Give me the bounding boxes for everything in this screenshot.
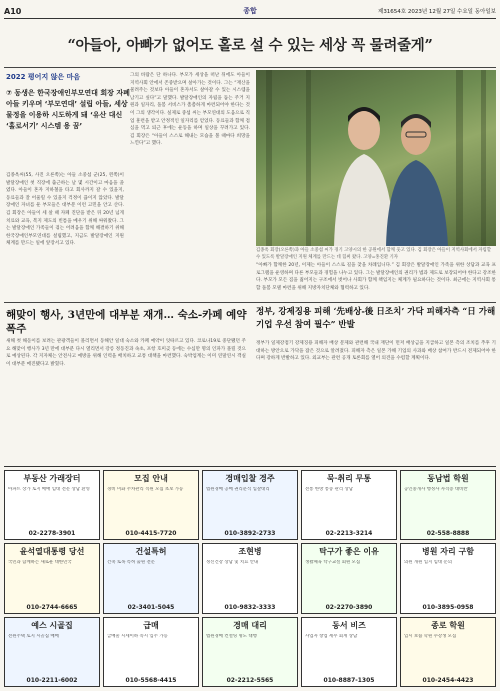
photo-caption: 김종옥 회장(오른쪽)과 아들 소중섭 씨가 경기 고양시의 한 공원에서 함께 웃고 있다. 김 회장은 아들이 지역사회에서 자립할 수 있도록 발달장애인 지원 체계를 만드는 데 힘써 왔다. 고양=홍진환 기자 [256, 248, 491, 260]
ad-box [301, 470, 397, 540]
ad-phone: 02-2278-3901 [28, 530, 76, 538]
ad-box [400, 543, 496, 613]
ad-title: 부동산 가래장터 [23, 473, 81, 483]
ad-box [202, 470, 298, 540]
ad-title: 예스 시골집 [31, 619, 73, 630]
ad-phone: 010-2211-6002 [26, 676, 78, 684]
ad-body: 공인중개사 행정사 자격증 대비반 [404, 487, 468, 492]
ad-title: 경매입찰 경주 [225, 473, 275, 483]
ad-body: 사업자 창업 세무 회계 상담 [305, 633, 358, 639]
ad-box [400, 617, 496, 687]
ad-body: 전통 한방 통증 관리 상담 [305, 487, 353, 492]
ad-phone: 010-5568-4415 [125, 676, 177, 684]
issue-meta: 제31654호 2023년 12월 27일 수요일 동아일보 [378, 9, 496, 15]
ad-phone: 010-2744-6665 [26, 603, 78, 611]
ad-phone: 02-558-8888 [426, 530, 470, 538]
ad-body: 법원경매 컨설팅 명도 대행 [206, 633, 257, 639]
page-number: A10 [4, 6, 22, 16]
ad-phone: 010-2454-4423 [422, 676, 474, 684]
divider [4, 67, 496, 68]
feature-photo [256, 70, 496, 246]
ad-title: 동남법 학원 [427, 473, 469, 483]
ad-box [103, 617, 199, 687]
ad-title: 경매 대리 [233, 619, 267, 630]
ad-title: 급매 [143, 619, 159, 630]
story2-body: 새해 첫 해돋이를 보려는 관광객들이 몰리면서 동해안 일대 숙소와 카페 예약이 잇따르고 있다. 코로나19로 중단됐던 주요 해맞이 행사가 3년 만에 대부분 다시 열리면서 강릉 정동진과 속초, 포항 호미곶 등에는 수십만 명의 인파가 몰릴 것으로 예상된다. 각 지자체는 안전사고 예방을 위해 인력을 배치하고 교통 대책을 마련했다. 숙박업계는 이미 연말연시 객실이 대부분 매진됐다고 밝혔다. [6, 339, 246, 367]
ad-title: 건설특허 [135, 546, 167, 557]
feature-body-left: 김종옥씨(55, 사진 오른쪽)는 아들 소중섭 군(25, 왼쪽)이 발달장애인 첫 직장에 출근하는 날 몇 시간이고 마음을 졸였다. 아들이 혼자 지하철을 타고 회사까지 갈 수 있을지, 동료들과 잘 어울릴 수 있을지 걱정이 끊이지 않았다. 발달장애인 자녀를 둔 부모들은 대부분 이런 고민을 안고 산다. 김 회장은 아들이 세 살 때 자폐 진단을 받은 뒤 20년 넘게 치료와 교육, 복지 제도의 빈틈을 메우기 위해 싸워왔다. 그는 발달장애인 가족들이 겪는 어려움을 함께 해결하기 위해 한국장애인부모연대를 설립했고, 지금도 발달장애인 지원 체계를 만드는 일에 앞장서고 있다. [6, 173, 124, 247]
ad-body: 경비 미화 주차관리 직원 모집 초보 가능 [107, 487, 184, 492]
story2-title: 해맞이 행사, 3년만에 대부분 재개… 숙소-카페 예약 폭주 [6, 309, 247, 335]
ad-body: 법원경매 공매 권리분석 입찰대리 [206, 487, 270, 492]
ad-phone: 02-2270-3890 [325, 603, 373, 611]
section-name: 종합 [243, 7, 257, 15]
feature-kicker: 2022 평어지 않은 마음 [6, 73, 81, 81]
story3-body: 정부가 일제강점기 강제징용 피해자 배상 문제와 관련해 국내 재단이 먼저 배상금을 지급하고 일본 측의 조치를 추후 기대하는 방안으로 가닥을 잡은 것으로 알려졌다. 피해자 측은 일본 가해 기업의 사과와 배상 참여가 반드시 전제되어야 한다며 강하게 반발하고 있다. 외교부는 관련 공개 토론회를 열어 의견을 수렴할 계획이다. [256, 341, 496, 362]
ad-title: 윤석열대통령 당선 [19, 546, 85, 557]
ad-body: 입시 보습 학원 수강생 모집 [404, 633, 457, 639]
ad-title: 종로 학원 [431, 619, 465, 630]
ad-phone: 010-3892-2733 [224, 530, 276, 538]
ad-box [4, 470, 100, 540]
ad-title: 묵·취리 무통 [326, 473, 372, 483]
ad-body: 국민과 함께하는 새로운 대한민국 [8, 560, 72, 566]
divider [4, 466, 496, 467]
ad-box [103, 470, 199, 540]
feature-body-mid: 그의 바람은 단 하나다. 부모가 세상을 떠난 뒤에도 아들이 지역사회 안에서 존중받으며 살아가는 것이다. 그는 “재산을 물려주는 것보다 아들이 혼자서도 살아갈 수 있는 시스템을 남기고 싶다”고 말했다. 발달장애인의 자립을 돕는 주거 지원과 일자리, 돌봄 서비스가 촘촘하게 마련되어야 한다는 것이 그의 생각이다. 실제로 중섭 씨는 부모연대의 도움으로 직업 훈련을 받고 안정적인 일자리를 얻었다. 동료들과 함께 점심을 먹고 퇴근 후에는 운동을 하며 일상을 꾸려가고 있다. 김 회장은 “아들이 스스로 해내는 모습을 볼 때마다 희망을 느낀다”고 했다. [130, 73, 250, 147]
ad-title: 조현병 [238, 546, 262, 557]
feature-body-right: “아빠가 함께한 20년, 이제는 아들이 스스로 길을 찾을 차례입니다.” 김 회장은 발달장애인 가족을 위한 상담과 교육 프로그램을 운영하며 다른 부모들과 경험을 나누고 있다. 그는 발달장애인의 권리가 법과 제도로 보장되어야 한다고 강조한다. 부모가 모든 짐을 짊어지는 구조에서 벗어나 사회가 함께 책임지는 체계가 필요하다는 것이다. 최근에는 지역사회 통합 돌봄 모델 마련을 위해 지방자치단체와 협력하고 있다. [256, 263, 496, 291]
ad-box [301, 617, 397, 687]
ad-phone: 02-2213-3214 [325, 530, 373, 538]
main-headline: “아들아, 아빠가 없어도 홀로 설 수 있는 세상 꼭 물려줄게” [67, 37, 433, 54]
ad-box [400, 470, 496, 540]
ad-title: 탁구가 좋은 이유 [319, 546, 379, 557]
ad-box [4, 543, 100, 613]
ad-title: 모집 안내 [134, 473, 168, 483]
ad-box [202, 617, 298, 687]
ad-phone: 010-4415-7720 [125, 530, 177, 538]
ad-body: 생활체육 탁구교실 회원 모집 [305, 560, 361, 566]
feature-subhead: ⑦ 동생은 한국장애인부모연대 회장 자폐 아들 키우며 ‘부모연대’ 설립 아들, 세상물정을 이용하 시도하게 돼 ‘유산 대신 ‘홀로서기’ 시스템 용 꿈’ [6, 89, 130, 130]
ad-phone: 010-3895-0958 [422, 603, 474, 611]
ad-body: 정신건강 상담 및 치료 안내 [206, 560, 259, 566]
ad-body: 아파트 상가 토지 매매 임대 전문 상담 환영 [8, 487, 90, 492]
ad-phone: 010-9832-3333 [224, 603, 276, 611]
story3-title: 정부, 강제징용 피해 ‘先배상-後 日조치’ 가닥 피해자측 “日 가해기업 우선 참여 필수” 반발 [256, 307, 496, 330]
ad-title: 병원 자리 구함 [422, 546, 474, 557]
ad-box [4, 617, 100, 687]
ad-phone: 02-3401-5045 [127, 603, 175, 611]
ad-box [103, 543, 199, 613]
ad-body: 건축 토목 특허 출원 전문 [107, 560, 155, 566]
ad-phone: 02-2212-5565 [226, 676, 274, 684]
ad-title: 동서 비즈 [332, 619, 366, 630]
ad-body: 전원주택 토지 시골집 매매 [8, 633, 59, 639]
ad-box [301, 543, 397, 613]
ad-body: 의원 개원 입지 임대 문의 [404, 560, 452, 566]
classified-ads [4, 470, 496, 687]
page-header [4, 4, 496, 19]
divider [4, 302, 496, 303]
ad-body: 급매물 시세이하 즉시 입주 가능 [107, 633, 168, 639]
ad-phone: 010-8887-1305 [323, 676, 375, 684]
ad-box [202, 543, 298, 613]
